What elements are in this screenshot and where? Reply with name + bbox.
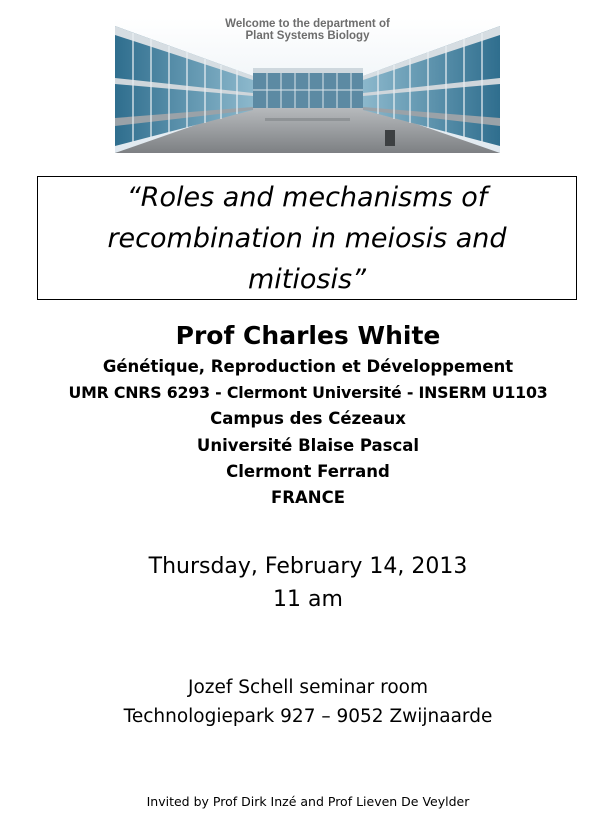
affiliation-line: Université Blaise Pascal <box>196 435 420 455</box>
banner-title-line1: Welcome to the department of <box>225 18 390 30</box>
speaker-name: Prof Charles White <box>175 321 441 350</box>
talk-title: “Roles and mechanisms of recombination in meiosis and mitiosis” <box>107 181 507 295</box>
affiliation-line: UMR CNRS 6293 - Clermont Université - INSERM U1103 <box>68 383 548 403</box>
venue-address: Technologiepark 927 – 9052 Zwijnaarde <box>123 706 493 727</box>
affiliation-line: Génétique, Reproduction et Développement <box>102 357 514 376</box>
schedule-block <box>0 550 616 616</box>
affiliation-line: Campus des Cézeaux <box>210 409 406 429</box>
affiliation-line: Clermont Ferrand <box>226 461 390 481</box>
banner-title <box>115 18 500 42</box>
talk-title-box <box>37 176 577 300</box>
department-banner <box>115 18 500 153</box>
seminar-date: Thursday, February 14, 2013 <box>148 554 468 579</box>
affiliation-line: FRANCE <box>271 488 345 508</box>
venue-block <box>0 673 616 731</box>
speaker-block <box>0 318 616 511</box>
banner-title-line2: Plant Systems Biology <box>245 30 370 42</box>
invited-by: Invited by Prof Dirk Inzé and Prof Lieven De Veylder <box>146 794 470 809</box>
venue-room: Jozef Schell seminar room <box>187 677 429 698</box>
seminar-time: 11 am <box>273 587 343 612</box>
